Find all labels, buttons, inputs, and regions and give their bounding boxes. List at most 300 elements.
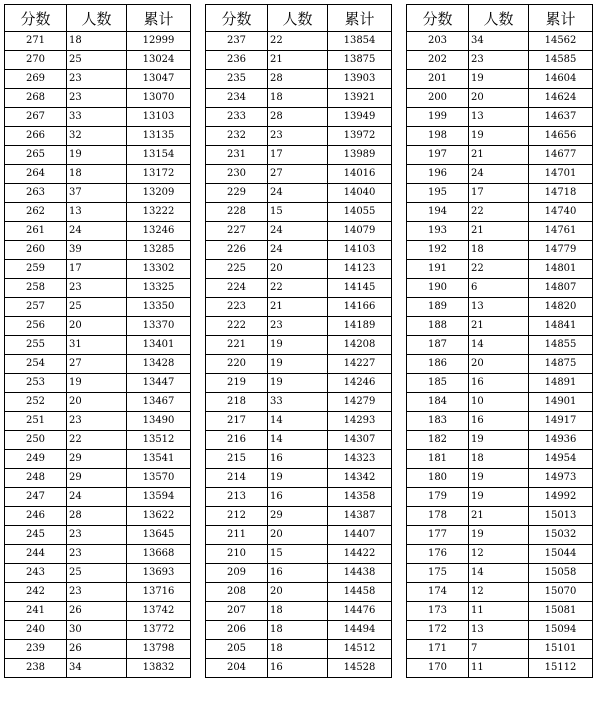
table-row	[206, 469, 392, 488]
score-cell: 193	[407, 222, 469, 241]
cumulative-cell: 14917	[529, 412, 593, 431]
table-row	[407, 241, 593, 260]
cumulative-cell: 14841	[529, 317, 593, 336]
score-cell: 185	[407, 374, 469, 393]
score-table-3	[406, 4, 593, 678]
table-row	[5, 431, 191, 450]
cumulative-cell: 14512	[328, 640, 392, 659]
table-row	[5, 89, 191, 108]
count-cell: 20	[268, 260, 328, 279]
count-cell: 23	[67, 583, 127, 602]
count-cell: 10	[469, 393, 529, 412]
count-cell: 22	[268, 32, 328, 51]
count-cell: 20	[67, 393, 127, 412]
score-cell: 201	[407, 70, 469, 89]
score-cell: 206	[206, 621, 268, 640]
table-row	[206, 412, 392, 431]
score-cell: 194	[407, 203, 469, 222]
score-cell: 196	[407, 165, 469, 184]
score-cell: 198	[407, 127, 469, 146]
score-cell: 254	[5, 355, 67, 374]
score-cell: 249	[5, 450, 67, 469]
count-cell: 26	[67, 602, 127, 621]
count-cell: 18	[268, 621, 328, 640]
cumulative-cell: 14246	[328, 374, 392, 393]
table-row	[206, 545, 392, 564]
count-cell: 21	[268, 51, 328, 70]
count-cell: 21	[469, 317, 529, 336]
table-row	[5, 412, 191, 431]
cumulative-cell: 14761	[529, 222, 593, 241]
score-cell: 244	[5, 545, 67, 564]
count-cell: 29	[268, 507, 328, 526]
cumulative-cell: 14342	[328, 469, 392, 488]
count-cell: 14	[268, 431, 328, 450]
table-row	[5, 51, 191, 70]
header-score: 分数	[206, 5, 268, 32]
cumulative-cell: 14166	[328, 298, 392, 317]
score-cell: 175	[407, 564, 469, 583]
table-row	[407, 108, 593, 127]
score-cell: 183	[407, 412, 469, 431]
count-cell: 13	[469, 108, 529, 127]
score-cell: 253	[5, 374, 67, 393]
count-cell: 15	[268, 203, 328, 222]
cumulative-cell: 13645	[127, 526, 191, 545]
table-row	[407, 51, 593, 70]
count-cell: 23	[268, 317, 328, 336]
table-row	[206, 241, 392, 260]
score-cell: 219	[206, 374, 268, 393]
table-row	[407, 602, 593, 621]
table-row	[5, 545, 191, 564]
score-cell: 200	[407, 89, 469, 108]
score-cell: 195	[407, 184, 469, 203]
score-cell: 234	[206, 89, 268, 108]
cumulative-cell: 14307	[328, 431, 392, 450]
count-cell: 16	[469, 374, 529, 393]
table-row	[407, 507, 593, 526]
count-cell: 19	[469, 431, 529, 450]
score-cell: 197	[407, 146, 469, 165]
table-row	[206, 564, 392, 583]
count-cell: 29	[67, 469, 127, 488]
header-cumulative: 累计	[127, 5, 191, 32]
count-cell: 19	[469, 127, 529, 146]
header-cumulative: 累计	[529, 5, 593, 32]
table-row	[5, 32, 191, 51]
count-cell: 19	[67, 374, 127, 393]
cumulative-cell: 14901	[529, 393, 593, 412]
header-score: 分数	[407, 5, 469, 32]
cumulative-cell: 14079	[328, 222, 392, 241]
count-cell: 12	[469, 545, 529, 564]
cumulative-cell: 13512	[127, 431, 191, 450]
cumulative-cell: 14323	[328, 450, 392, 469]
table-row	[407, 374, 593, 393]
cumulative-cell: 14936	[529, 431, 593, 450]
header-score: 分数	[5, 5, 67, 32]
table-row	[407, 127, 593, 146]
score-cell: 213	[206, 488, 268, 507]
count-cell: 18	[67, 32, 127, 51]
table-row	[407, 203, 593, 222]
score-cell: 188	[407, 317, 469, 336]
header-row	[407, 5, 593, 32]
score-cell: 192	[407, 241, 469, 260]
cumulative-cell: 14801	[529, 260, 593, 279]
score-cell: 222	[206, 317, 268, 336]
count-cell: 16	[268, 564, 328, 583]
table-row	[407, 298, 593, 317]
cumulative-cell: 15101	[529, 640, 593, 659]
cumulative-cell: 13622	[127, 507, 191, 526]
count-cell: 18	[469, 241, 529, 260]
cumulative-cell: 14279	[328, 393, 392, 412]
count-cell: 18	[268, 89, 328, 108]
count-cell: 17	[469, 184, 529, 203]
score-cell: 184	[407, 393, 469, 412]
cumulative-cell: 13972	[328, 127, 392, 146]
cumulative-cell: 14494	[328, 621, 392, 640]
score-cell: 181	[407, 450, 469, 469]
table-row	[5, 108, 191, 127]
cumulative-cell: 14208	[328, 336, 392, 355]
cumulative-cell: 14875	[529, 355, 593, 374]
cumulative-cell: 13903	[328, 70, 392, 89]
table-row	[206, 621, 392, 640]
cumulative-cell: 13209	[127, 184, 191, 203]
table-row	[206, 279, 392, 298]
score-cell: 260	[5, 241, 67, 260]
score-cell: 239	[5, 640, 67, 659]
count-cell: 18	[67, 165, 127, 184]
count-cell: 18	[268, 640, 328, 659]
score-cell: 229	[206, 184, 268, 203]
table-row	[407, 260, 593, 279]
cumulative-cell: 14779	[529, 241, 593, 260]
count-cell: 19	[469, 526, 529, 545]
count-cell: 17	[268, 146, 328, 165]
count-cell: 16	[469, 412, 529, 431]
cumulative-cell: 14189	[328, 317, 392, 336]
count-cell: 23	[268, 127, 328, 146]
cumulative-cell: 14528	[328, 659, 392, 678]
score-cell: 246	[5, 507, 67, 526]
count-cell: 22	[268, 279, 328, 298]
table-row	[407, 526, 593, 545]
cumulative-cell: 13135	[127, 127, 191, 146]
score-cell: 215	[206, 450, 268, 469]
cumulative-cell: 14718	[529, 184, 593, 203]
cumulative-cell: 13832	[127, 659, 191, 678]
cumulative-cell: 14476	[328, 602, 392, 621]
count-cell: 34	[67, 659, 127, 678]
cumulative-cell: 14973	[529, 469, 593, 488]
table-row	[206, 374, 392, 393]
table-row	[206, 640, 392, 659]
cumulative-cell: 13742	[127, 602, 191, 621]
cumulative-cell: 13222	[127, 203, 191, 222]
table-row	[407, 336, 593, 355]
score-cell: 252	[5, 393, 67, 412]
count-cell: 28	[268, 108, 328, 127]
score-cell: 265	[5, 146, 67, 165]
table-row	[206, 393, 392, 412]
table-row	[407, 469, 593, 488]
score-cell: 268	[5, 89, 67, 108]
score-cell: 270	[5, 51, 67, 70]
table-row	[5, 583, 191, 602]
score-cell: 176	[407, 545, 469, 564]
count-cell: 27	[268, 165, 328, 184]
cumulative-cell: 13103	[127, 108, 191, 127]
score-cell: 237	[206, 32, 268, 51]
count-cell: 23	[67, 412, 127, 431]
cumulative-cell: 13490	[127, 412, 191, 431]
cumulative-cell: 15070	[529, 583, 593, 602]
score-cell: 208	[206, 583, 268, 602]
table-row	[407, 412, 593, 431]
table-row	[206, 298, 392, 317]
count-cell: 13	[469, 621, 529, 640]
cumulative-cell: 13428	[127, 355, 191, 374]
score-cell: 230	[206, 165, 268, 184]
score-cell: 257	[5, 298, 67, 317]
count-cell: 13	[67, 203, 127, 222]
count-cell: 37	[67, 184, 127, 203]
cumulative-cell: 13716	[127, 583, 191, 602]
cumulative-cell: 15013	[529, 507, 593, 526]
score-cell: 261	[5, 222, 67, 241]
header-row	[5, 5, 191, 32]
table-row	[5, 374, 191, 393]
count-cell: 19	[268, 374, 328, 393]
cumulative-cell: 14438	[328, 564, 392, 583]
cumulative-cell: 13921	[328, 89, 392, 108]
table-row	[5, 165, 191, 184]
cumulative-cell: 14740	[529, 203, 593, 222]
cumulative-cell: 13302	[127, 260, 191, 279]
table-row	[206, 146, 392, 165]
score-cell: 226	[206, 241, 268, 260]
table-row	[407, 355, 593, 374]
header-count: 人数	[268, 5, 328, 32]
cumulative-cell: 14145	[328, 279, 392, 298]
count-cell: 20	[469, 355, 529, 374]
score-cell: 267	[5, 108, 67, 127]
cumulative-cell: 14701	[529, 165, 593, 184]
score-cell: 211	[206, 526, 268, 545]
score-cell: 224	[206, 279, 268, 298]
count-cell: 22	[469, 260, 529, 279]
score-cell: 173	[407, 602, 469, 621]
score-cell: 178	[407, 507, 469, 526]
count-cell: 18	[268, 602, 328, 621]
cumulative-cell: 14624	[529, 89, 593, 108]
score-cell: 212	[206, 507, 268, 526]
table-row	[206, 127, 392, 146]
count-cell: 23	[67, 545, 127, 564]
cumulative-cell: 13154	[127, 146, 191, 165]
cumulative-cell: 13246	[127, 222, 191, 241]
cumulative-cell: 15044	[529, 545, 593, 564]
table-row	[5, 317, 191, 336]
cumulative-cell: 14055	[328, 203, 392, 222]
cumulative-cell: 13949	[328, 108, 392, 127]
table-row	[206, 336, 392, 355]
count-cell: 32	[67, 127, 127, 146]
table-row	[407, 89, 593, 108]
cumulative-cell: 14227	[328, 355, 392, 374]
score-cell: 258	[5, 279, 67, 298]
count-cell: 14	[469, 564, 529, 583]
count-cell: 15	[268, 545, 328, 564]
score-cell: 210	[206, 545, 268, 564]
count-cell: 27	[67, 355, 127, 374]
table-row	[206, 526, 392, 545]
cumulative-cell: 13285	[127, 241, 191, 260]
count-cell: 23	[67, 89, 127, 108]
score-cell: 232	[206, 127, 268, 146]
count-cell: 16	[268, 450, 328, 469]
table-row	[206, 431, 392, 450]
count-cell: 20	[67, 317, 127, 336]
table-row	[206, 260, 392, 279]
cumulative-cell: 14992	[529, 488, 593, 507]
header-count: 人数	[67, 5, 127, 32]
table-row	[407, 564, 593, 583]
count-cell: 24	[268, 222, 328, 241]
table-row	[407, 659, 593, 678]
count-cell: 33	[268, 393, 328, 412]
score-table-2	[205, 4, 392, 678]
count-cell: 20	[469, 89, 529, 108]
cumulative-cell: 13172	[127, 165, 191, 184]
score-cell: 266	[5, 127, 67, 146]
table-row	[407, 488, 593, 507]
score-cell: 204	[206, 659, 268, 678]
cumulative-cell: 14677	[529, 146, 593, 165]
score-cell: 221	[206, 336, 268, 355]
count-cell: 33	[67, 108, 127, 127]
cumulative-cell: 15094	[529, 621, 593, 640]
table-row	[206, 602, 392, 621]
cumulative-cell: 14656	[529, 127, 593, 146]
score-cell: 205	[206, 640, 268, 659]
cumulative-cell: 13594	[127, 488, 191, 507]
table-row	[5, 298, 191, 317]
table-row	[206, 488, 392, 507]
count-cell: 16	[268, 488, 328, 507]
table-row	[5, 127, 191, 146]
score-cell: 190	[407, 279, 469, 298]
score-cell: 227	[206, 222, 268, 241]
count-cell: 14	[469, 336, 529, 355]
table-row	[5, 659, 191, 678]
score-cell: 170	[407, 659, 469, 678]
table-row	[5, 203, 191, 222]
score-cell: 236	[206, 51, 268, 70]
table-row	[407, 317, 593, 336]
table-row	[5, 241, 191, 260]
table-row	[206, 51, 392, 70]
table-row	[5, 146, 191, 165]
count-cell: 13	[469, 298, 529, 317]
score-cell: 207	[206, 602, 268, 621]
count-cell: 30	[67, 621, 127, 640]
count-cell: 18	[469, 450, 529, 469]
cumulative-cell: 14103	[328, 241, 392, 260]
count-cell: 22	[67, 431, 127, 450]
cumulative-cell: 15081	[529, 602, 593, 621]
count-cell: 26	[67, 640, 127, 659]
table-row	[407, 583, 593, 602]
count-cell: 31	[67, 336, 127, 355]
table-row	[5, 602, 191, 621]
score-cell: 240	[5, 621, 67, 640]
table-row	[5, 564, 191, 583]
cumulative-cell: 13325	[127, 279, 191, 298]
score-cell: 187	[407, 336, 469, 355]
table-row	[206, 355, 392, 374]
count-cell: 20	[268, 526, 328, 545]
table-row	[5, 184, 191, 203]
count-cell: 19	[469, 488, 529, 507]
table-row	[5, 640, 191, 659]
count-cell: 29	[67, 450, 127, 469]
score-cell: 256	[5, 317, 67, 336]
cumulative-cell: 13370	[127, 317, 191, 336]
table-row	[5, 621, 191, 640]
count-cell: 39	[67, 241, 127, 260]
count-cell: 21	[469, 146, 529, 165]
header-cumulative: 累计	[328, 5, 392, 32]
score-cell: 242	[5, 583, 67, 602]
count-cell: 23	[469, 51, 529, 70]
cumulative-cell: 14040	[328, 184, 392, 203]
cumulative-cell: 13798	[127, 640, 191, 659]
table-row	[5, 260, 191, 279]
cumulative-cell: 12999	[127, 32, 191, 51]
count-cell: 19	[268, 355, 328, 374]
table-row	[407, 146, 593, 165]
cumulative-cell: 13070	[127, 89, 191, 108]
cumulative-cell: 14637	[529, 108, 593, 127]
score-cell: 223	[206, 298, 268, 317]
table-row	[407, 222, 593, 241]
score-cell: 245	[5, 526, 67, 545]
score-cell: 214	[206, 469, 268, 488]
count-cell: 19	[469, 70, 529, 89]
score-cell: 180	[407, 469, 469, 488]
table-row	[206, 184, 392, 203]
score-cell: 247	[5, 488, 67, 507]
header-row	[206, 5, 392, 32]
cumulative-cell: 13350	[127, 298, 191, 317]
score-cell: 251	[5, 412, 67, 431]
table-row	[5, 279, 191, 298]
count-cell: 21	[469, 222, 529, 241]
table-row	[5, 450, 191, 469]
score-cell: 172	[407, 621, 469, 640]
cumulative-cell: 15032	[529, 526, 593, 545]
table-row	[407, 621, 593, 640]
cumulative-cell: 13668	[127, 545, 191, 564]
table-row	[206, 89, 392, 108]
score-cell: 264	[5, 165, 67, 184]
count-cell: 19	[268, 469, 328, 488]
